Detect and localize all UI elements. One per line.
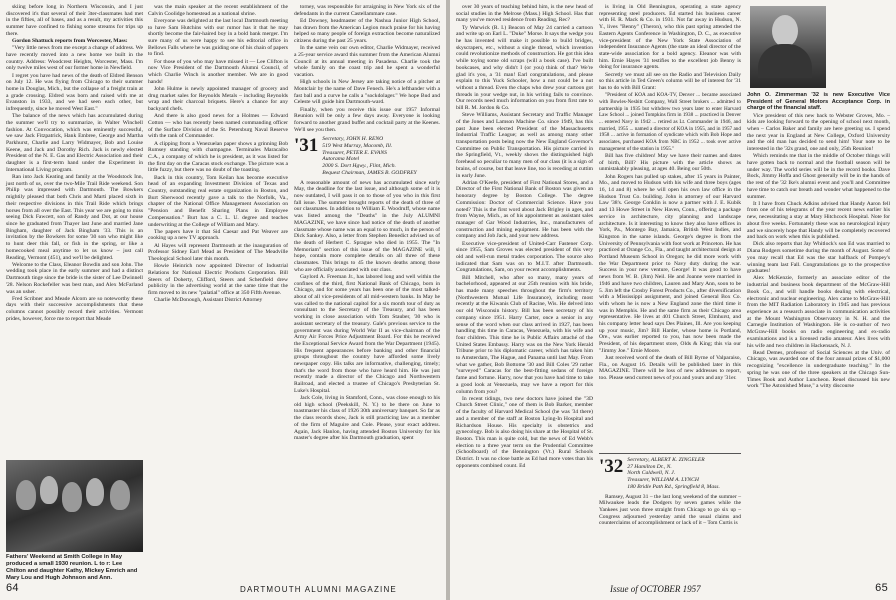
paragraph: over 30 years of teaching behind him, is the new head of social studies in the Melrose (Mass.) High School. Has that many you've moved residence from Reading, Rec? bbox=[456, 4, 593, 24]
paragraph: High schools in New Jersey are taking notice of a pitcher at Montclair by the name of Dave Fenech. He's a lefthander with a fast ball and a curve he calls a "sockdolager." We hope Bud and Celeste will guide him Dartmouth-ward. bbox=[294, 79, 440, 106]
paragraph: The papers have it that Sid Caesar and Pat Weaver are cooking up a new TV approach. bbox=[148, 228, 288, 242]
paragraph: torney, was responsible for arraigning in New York six of the defendants in the current Castellammare case. bbox=[294, 4, 440, 17]
paragraph: Bill has five children! May we have their names and dates of birth, Bill? His picture with the article shows as unmistakably pleasing, at ages 40. Being our 50th. bbox=[599, 152, 741, 173]
secretary-address: 519 West Murray, Macomb, Ill. bbox=[322, 143, 393, 150]
paragraph: Adrian O'Keefe, president of First National Stores, and a Director of the First National Bank of Boston was given an honorary degree by Boston College. The degree Commission: Doctor of Commercial Science. Have you noted? This is the first word about Jack Brigley in ages, and from Wayne, Mich., as of his appointment as assistant sales manager of Gar Wood Industries, Inc., manufacturers of construction and mining equipment. He has been with the company and Job Jack, and your new address. bbox=[456, 179, 593, 240]
left-page bbox=[0, 0, 446, 600]
zimmerman-portrait bbox=[750, 6, 826, 88]
treasurer-line: Treasurer, PETER E. EVANS bbox=[322, 149, 387, 156]
bequest-chairman-line: Bequest Chairman, JAMES B. GODFREY bbox=[322, 169, 417, 176]
treasurer-address: 180 Bridle Path Rd., Springfield 8, Mass. bbox=[627, 483, 720, 490]
paragraph: Steve Williams, Assistant Secretary and Traffic Manager of the Jones and Lamson Machine Co. since 1949, has this past June been elected President of the Massachusetts Industrial Traffic League; as well as among many other transportation posts being now the New England Governor's Committee on Public Transportation. His picture carried in the Springfield, Vt., weekly shows the distinguished high forehead so peculiar to many men of our class (it is a sign of brains, of course, but that leave line, too is receding at cuttim in early June. bbox=[456, 112, 593, 179]
paragraph: "Very little news from me except a change of address. We have recently moved into a new home we built in the country. Address: Woodcrest Heights, Worcester, Mass. I'm only twelve miles west of our former home in Newfield. bbox=[6, 45, 143, 72]
paragraph: Gaylord A. Freeman Jr., has labored long and well within the confines of the third, first National Bank of Chicago, born in Chicago, and for some years has been one of the most talked-about of all vice-presidents of all mid-western banks. In May he was called to the national capitol for a six month tour of duty as consultant to the Secretary of the Treasury, and has been working in close association with Tom Stauber, '30 who is assistant secretary of the treasury. Gale's previous service to the government was during World War II as vice-chairman of the Army Air Forces Price Adjustment Board. For this he received the Exceptional Service Award from the War Department (1945). His frequent appearances before banking and other financial groups throughout the country have afforded some lively newspaper copy. His talks are informative, challenging, timely; that's the word from those who have heard him. He was just recently made a director of the Chicago and Northwestern Railroad, and elected a trustee of Chicago's Presbyterian St. Luke's Hospital. bbox=[294, 273, 440, 394]
paragraph: Just received word of the death of Bill Byrne of Valparaiso, Fla., on August 16. Details will be published later in this MAGAZINE. There will be loss of new addresses to report, too. Please send current news of you and yours and any '31er. bbox=[599, 355, 741, 382]
secretary-address: 27 Hamilton Dr., N. bbox=[627, 463, 672, 470]
paragraph: Finally, when you receive this issue our 1957 Informal Reunion will be only a few days away. Everyone is looking forward to another grand buffet and cocktail party at the Keenes. We'll see you then. bbox=[294, 106, 440, 133]
photo-caption: John O. Zimmerman '32 is new Executive Vice President of General Motors Acceptance Corp. in charge of the financial staff. bbox=[747, 92, 890, 112]
reunion-photo bbox=[6, 460, 143, 552]
photo-caption: Fathers' Weekend at Smith College in May produced a small 1930 reunion. L to r: Lee Chilton and daughter Kathy, Mickey Emrich and Mary Lou and Hugh Johnson and Ann. bbox=[6, 554, 138, 581]
paragraph: Howie Heinrich now appointed Director of Industrial Relations for National Electric Products Corporation. Bill Steers of Doherty, Clifford, Steers and Schenfield drew publicity in the advertising world at the same time that the firm moved to its new "palatial" office at 350 Fifth Avenue. bbox=[148, 263, 288, 297]
running-head: DARTMOUTH ALUMNI MAGAZINE bbox=[240, 585, 397, 594]
paragraph: Al Hayes will represent Dartmouth at the inauguration of Professor Sidney Earl Mead as President of The Meadville Theological School later this month. bbox=[148, 242, 288, 263]
paragraph: was the main speaker at the recent establishment of the Calvin Coolidge homestead as a national shrine. bbox=[148, 4, 288, 17]
paragraph: Alex McKenzie, formerly an associate editor of the industrial and business book department of the McGraw-Hill Book Co., and will handle books dealing with electrical, electronic and nuclear engineering. Alex came to McGraw-Hill from the MIT Radiation Laboratory in 1945 and has previous experience as a research associate in communication activities at the Mount Washington Observatory in N. H. and the Carnegie Institution of Washington. He is co-author of two McGraw-Hill books on radio engineering and ex-radio examinations and is a licensed radio amateur. Alex lives with his wife and two children in Hackensack, N. J. bbox=[747, 275, 890, 349]
secretary-address-2: North Caldwell, N. J. bbox=[627, 470, 676, 477]
left-column-2 bbox=[148, 4, 288, 582]
left-column-1 bbox=[6, 4, 143, 456]
right-page bbox=[450, 0, 896, 600]
divider bbox=[599, 453, 741, 454]
paragraph: Charlie McDonough, Assistant District Attorney bbox=[154, 297, 263, 304]
paragraph: Executive vice-president of United-Carr Fastener Corp. since 1955, Sam Groves was elected president of this very old and well-run metal trades corporation. The source also indicated that Sam was on to M.I.T. after Dartmouth. Congratulations, Sam, on your recent accomplishments. bbox=[456, 240, 593, 274]
paragraph: Gordon Shattuck reports from Worcester, Mass: bbox=[12, 38, 128, 45]
paragraph: Dick also reports that Jay Whitlock's son Ed was married to Diana Rodgers sometime during the month of August. Some of you may recall that Ed was the star halfback of Pompey's winning team last Fall. Congratulations go to the prospective graduates! bbox=[747, 241, 890, 275]
paragraph: Back in this country, Tom Keilan has become executive head of an expanding Investment Division of Texas and Country, outstanding real estate organization in Boston, and Burt Sherwood recently gave a talk to the Norfolk, Va., chapter of the National Office Management Association on "Pension and Benefit Sharing Plans in Employee Compensation." Burt has a C. L. U. degree and teaches underwriting at the College of William and Mary. bbox=[148, 174, 288, 228]
secretary-line: Secretary, JOHN H. RENO bbox=[322, 136, 384, 143]
class-officers bbox=[627, 457, 720, 491]
paragraph: Ran into Jack Keating and family at the Woodstock Inn, just north of us, over the two-Mile Trail Ride weekend. Son Philip was impressed with Dartmouth. The Bowkers mightily pleased that both Chris and Marti placed sixth in their respective divisions in this Trail Ride which brings horses from all over the East. This year we are going to miss seeing Dick Fawcett, son of Randy and Dot, at our house since he graduated from Thayer last June and married Jane Bingham, daughter of Jack Bingham '33. This is an invitation by the Bowkers for some '30 son who might like to hunt deer this fall, or fish in the spring, or like a homecooked meal anytime to let us know – just call Reading, Vermont (451), and we'll be delighted. bbox=[6, 174, 143, 261]
paragraph: Fred Scribner and Meade Alcorn are so noteworthy these days with their successive accomplishments that these columns cannot possibly record their activities. Vermont prides, however, force me to report that Meade bbox=[6, 295, 143, 322]
treasurer-address: Autorama Motel bbox=[322, 156, 360, 163]
paragraph: John Hulme is newly appointed manager of grocery and drug market sales for Reynolds Metals – including Reynolds wrap and their charcoal briquets. Here's a chance for any backyard chefs. bbox=[148, 85, 288, 113]
paragraph: skiing before long in Northern Wisconsin, and I just discovered it's that several of their 3ter-classmates had met in the fifties, all of bases, and as a result, my activities this summer have confined to fishing some streams for trips up there. bbox=[6, 4, 143, 37]
paragraph: Jack Cole, living in Stamford, Conn., was close enough to his old high school (Peekskill, N. Y.) to be there on June to toastmaster his class of 1926 30th anniversary banquet. So far as the class records show, Jack is still practicing law as a member of the firm of Maguire and Cole. Please, your exact address. Again, Jack Hanlon, having attended Boston University for his master's degree after his Dartmouth graduation, spent bbox=[294, 395, 440, 442]
paragraph: Bill Mitchell, who after so many, many years of bachelorhood, appeared at our 25th reunion with his bride, has made many speeches throughout the firm's territory (Northwestern Mutual Life Insurance), including most recently at the Kiwanis Club of Racine, Wis. He delved into our old Wisconsin history. Bill has been secretary of his company since 1951. Harry Carter, once a senior in any sense of the word when our class arrived in 1927, has been handling this time in Caracas, Venezuela, with his wife and four children. This time he is Public Affairs attaché of the United States Embassy. Harry was on the New York Herald Tribune prior to his diplomatic career, which has taken him to Amsterdam, The Hague, and Panama until last May. From what we gather, Bob Bottome '30 and Bill Coles '29 rather "surveyed" Caracas for the best-fitting sedans of foreign fame and fortune. Harry, now that you have had time to take a good look at Venezuela, may we have a report for this column from you? bbox=[456, 274, 593, 395]
page-number: 64 bbox=[6, 582, 19, 594]
class-number: '32 bbox=[599, 456, 624, 477]
paragraph: Ty Warwick (R. I.) Beacon of May 24 carried a cartoon and write up on Earl L. "Duke" Morse. It says the wedge you he has invented will make it possible to build bridges, skyscrapers, etc., without a single thread, which invention could revolutionize methods of construction. He got this idea while toying some old scraps (will a book case). I've built bookcases, and why didn't I (or you) think of that? We're glad it's you, a '31 man! Earl congratulations, and please explain to this Yuck Schooler, how a nut could be a nut without a thread. Even the chaps who drew your cartoon got threads in your wedge nut, in his writing fails to convince. Our records need much information on you from first rate to bill R. M. Jordon & Co. bbox=[456, 24, 593, 112]
paragraph: Which reminds me that in the middle of October things will have gotten back to normal and the football season will be under way. The world series will be in the record books. Dave Bock, Jimmy Hoffa and Ghost generally will be in the hands of the rest of the '32 Ike's alumni event and you'll and Committee have time to catch our breath and wonder what happened to the summer. bbox=[747, 153, 890, 200]
page-number: 65 bbox=[875, 582, 888, 594]
treasurer-address-2: 2000 S. Dort Hgwy., Flint, Mich. bbox=[322, 163, 396, 170]
class-32-header bbox=[599, 457, 741, 491]
class-number: '31 bbox=[294, 135, 319, 157]
paragraph: is living in Old Bennington, operating a state agency representing steel producers. Ed started his business career with H. R. Mack & Co. in 1931. Not far away in Hudson, N. Y., lives "Benny" (Theron), who this past spring attended the Eastern Agents Conference in Washington, D. C., as executive vice-president of the New York State Association of independent Insurance Agents (the state an ideal director of the state-wide association for a bold agency. Eleanor was with him. Ernie Hayes '31 testifies to the excellent job Benny is doing for insurance agents. bbox=[599, 4, 741, 71]
treasurer-line: Treasurer, WILLIAM A. LYNCH bbox=[627, 477, 699, 484]
paragraph: I regret you have had news of the death of Eldred Benson on July 12. He was flying from Chicago to their summer home in Douglas, Mich., but the collapse of a freight train at a grade crossing. Eldred was born and raised with me at Evanston in 1933, and we had seen each other, but infrequently, since he moved West East." bbox=[6, 72, 143, 113]
paragraph: Everyone was delighted at the last local Dartmouth meeting to have Sam Hutchins with our rumor has it that he may shortly become the fair-haired boy in a bold bank merger. I'm sure many of us were happy to see his editorial office in Bellows Falls where he was guiding one of his chain of papers to find. bbox=[148, 17, 288, 58]
right-column-3-top bbox=[747, 92, 890, 390]
paragraph: Read Demes, professor of Social Sciences at the Univ. of Chicago, was awarded one of the four annual prizes of $1,000 recognizing "excellence in undergraduate teaching." In the spring he was one of the three speakers at the Chicago Sun-Times Book and Author Luncheon. Reuel discussed his new work "The Astonished Muse," a witty discourse bbox=[747, 349, 890, 390]
paragraph: Ed Downey, headmaster of the Nashua Junior High School, has drawn from the American Legion much praise for his having helped so many people of foreign extraction become naturalized citizens during the past 25 years. bbox=[294, 17, 440, 45]
paragraph: Welcome to the Class, Eleanor Bowdin and son John. The wedding took place in the early summer and had a distinct Dartmouth tinge since the bride is the sister of Lee Dwinnell '28. Nelson Rockefeller was best man, and Alex McFarland was an usher. bbox=[6, 261, 143, 295]
class-31-header bbox=[294, 136, 440, 176]
paragraph: "President of KOA and KOA-TV, Denver ... became associated with Bowles-Nesbitt Company, Wall Street brokers ... admitted to partnership in 1935 but withdrew two years later to enter Harvard Law School ... joined Tompkins firm in 1938 ... practiced in Denver ... entered Navy in 1942 ... retired as Lt. Commander in 1946, and married, 1955 ... named a director of KOA in 1955, and in 1957 and 1958 ... active in formation of syndicate which with Bob Hope and associates, purchased KOA from NBC in 1952 ... took over active management of the station in 1955." bbox=[599, 92, 741, 152]
paragraph: And there is also good news for a Holmes — Edward Cotton — who has recently been named commanding officer of the Surface Division of the St. Petersburg Naval Reserve with the rank of Commander. bbox=[148, 113, 288, 140]
paragraph: It I have from Chuck Adkins advised that Handy Aaron fell from one of his telegrams of the year recent news earlier his new, necessitating a stay at Mary Hitchcock Hospital. Note for about five weeks. Fortunately these was no neurological injury and we sincerely hope that Handy will be completely recovered and back on work when this is published. bbox=[747, 200, 890, 241]
paragraph: A clipping from a Venezuelan paper shows a grinning Bob Rumsey standing with champagne. Terminales Maracaibo C.A., a company of which he is president, as it was listed for the first day on the Caracas stock exchange. The picture was a little fuzzy, but there was no doubt of the toasting. bbox=[148, 140, 288, 174]
right-column-1 bbox=[456, 4, 593, 582]
paragraph: Ramsey, August 31 – the last long weekend of the summer – Milwaukee leads the Dodgers by seven games while the Yankees just won three straight from Chicago to go six up – Congress adjourned yesterday amid the usual claims and counterclaims of accomplishment or lack of it – Tom Curtis is bbox=[599, 493, 741, 527]
paragraph: Secretly we must all see on the Radio and Television Daily so this article in Ted Green's column will be of interest for '31 has to do with Bill Grant: bbox=[599, 71, 741, 91]
paragraph: A reasonable amount of news has accumulated since early May, the deadline for the last issue, and although some of it is now outdated, I will pass it on to those of you who in this first fall issue. The summer brought reports of the death of three of our classmates. In addition to William E. Woodruff, whose name was listed among the "Deaths" in the July ALUMNI MAGAZINE, we have since had notice of the death of another classmate whose name was an equal to so much, in the person of Dick Sankey. Also, a letter from Stephen Benedict advised us of the death of Herbert C. Sprague who died in 1955. The "In Memoriam" section of this issue of the MAGAZINE will, I hope, contain more complete details on all three of these classmates. This brings to 45 the known deaths among those who are officially associated with our class. bbox=[294, 179, 440, 273]
paragraph: In recent tidings, two new doctors have joined the "3D Church Street Clinic," one of them is Bob Barker, member of the faculty of Harvard Medical School (he was '34 there) and a member of the staff at Boston Lying-In Hospital and Richardson House. His specialty is obstetrics and gynecology. Bob is also doing his share at the Hospital of St. Boston. This man is quite cold, but the news of Ed Webb's election to a three year term on the Prudential Committee (Schoolboard) of the Bennington (Vt.) Rural Schools District. It was no close battle as Ed had more votes than his opponents combined count. Ed bbox=[456, 395, 593, 469]
left-column-3 bbox=[294, 4, 440, 582]
class-officers bbox=[322, 136, 416, 176]
issue-label: Issue of OCTOBER 1957 bbox=[610, 584, 701, 594]
paragraph: For those of you who may have missed it — Lee Clifton is now Vice President of the Dartmouth Alumni Council, of which Charlie Winch is another member. We are in good hands! bbox=[148, 58, 288, 85]
paragraph: The balance of the news which has accumulated during the summer we'll try to summarize, in Walter Winchell fashion. At Convocation, which was eminently successful, we saw Jack Fitzpatrick, Hank Embree, George and Martha Parkhurst, Charlie and Larry Widmayer, Bob and Louise Keene, and Jack and Dorothy Rich. Jack is newly elected President of the N. E. Gas and Electric Association and their daughter is a first-term hand under the Experiment in International Living program. bbox=[6, 113, 143, 173]
paragraph: John Rogers has pulled up stakes, after 15 years in Painter, Mo., and moved to Hudson with his wife and three boys (ages 16, 14 and 8) where he will open his own law office in the Hudson Trust Co. building. John is attorney of our Harvard Law '38's. George Conklin is now a partner with J. E. Kubik and 13 Howe Street in New Haven, Conn., offering a package service in architecture, city planning and landscape architecture. Is it interesting to know they also have offices in York, Pa., Montego Bay, Jamaica, British West Indies, and Kingston in the same islands. George's degree is from the University of Pennsylvania with foot work at Princeton. He has practiced at Orange Co., Fla., and taught architectural design at Portland Museum School in Oregon; he did more work with the War Department prior to Navy duty during the war. Success in your new venture, George! It was good to have news from W. B. (Jim) Neil. He and Joanne were married in 1946 and have two children, Lauren and Mary Ann, soon to be 5. Jim left the Crosby Forest Products Co., after diversification with a Mississippi assignment, and joined General Box Co. with whom he is now a New England zone the third time it was in Memphis. He and the same firm as their Chicago area representative. He lives at 401 Church Street, Elmhurst, and his company letter head says Des Plaines, Ill. Are you keeping up your music, Jim? Bill Harder, whose home is Portland, Ore., was earlier reported to you, has now been made the President, of his department store, Olds & King; this via our "Jimmy Joe." Ernie Moore. bbox=[599, 173, 741, 354]
paragraph: In the same vein our own editor, Charlie Widmayer, received a 25-year service award this summer from the American Alumni Council at its annual meeting in Pasadena. Charlie took the whole family on the coast trip and he spent a wonderful vacation. bbox=[294, 45, 440, 79]
secretary-line: Secretary, ALBERT K. ZINGELER bbox=[627, 457, 705, 463]
class-32-block bbox=[599, 450, 741, 580]
paragraph: Vice president of this new back to Webster Groves, Mo. – kids are looking forward to the opening of school next month, when – Carlos Baker and family are here greeting us. I spend the next year in England at New College, Oxford University and the old man has decided to send him! Your note to be interested in the '32s grand, one and only, 25th Reunion! bbox=[747, 112, 890, 153]
